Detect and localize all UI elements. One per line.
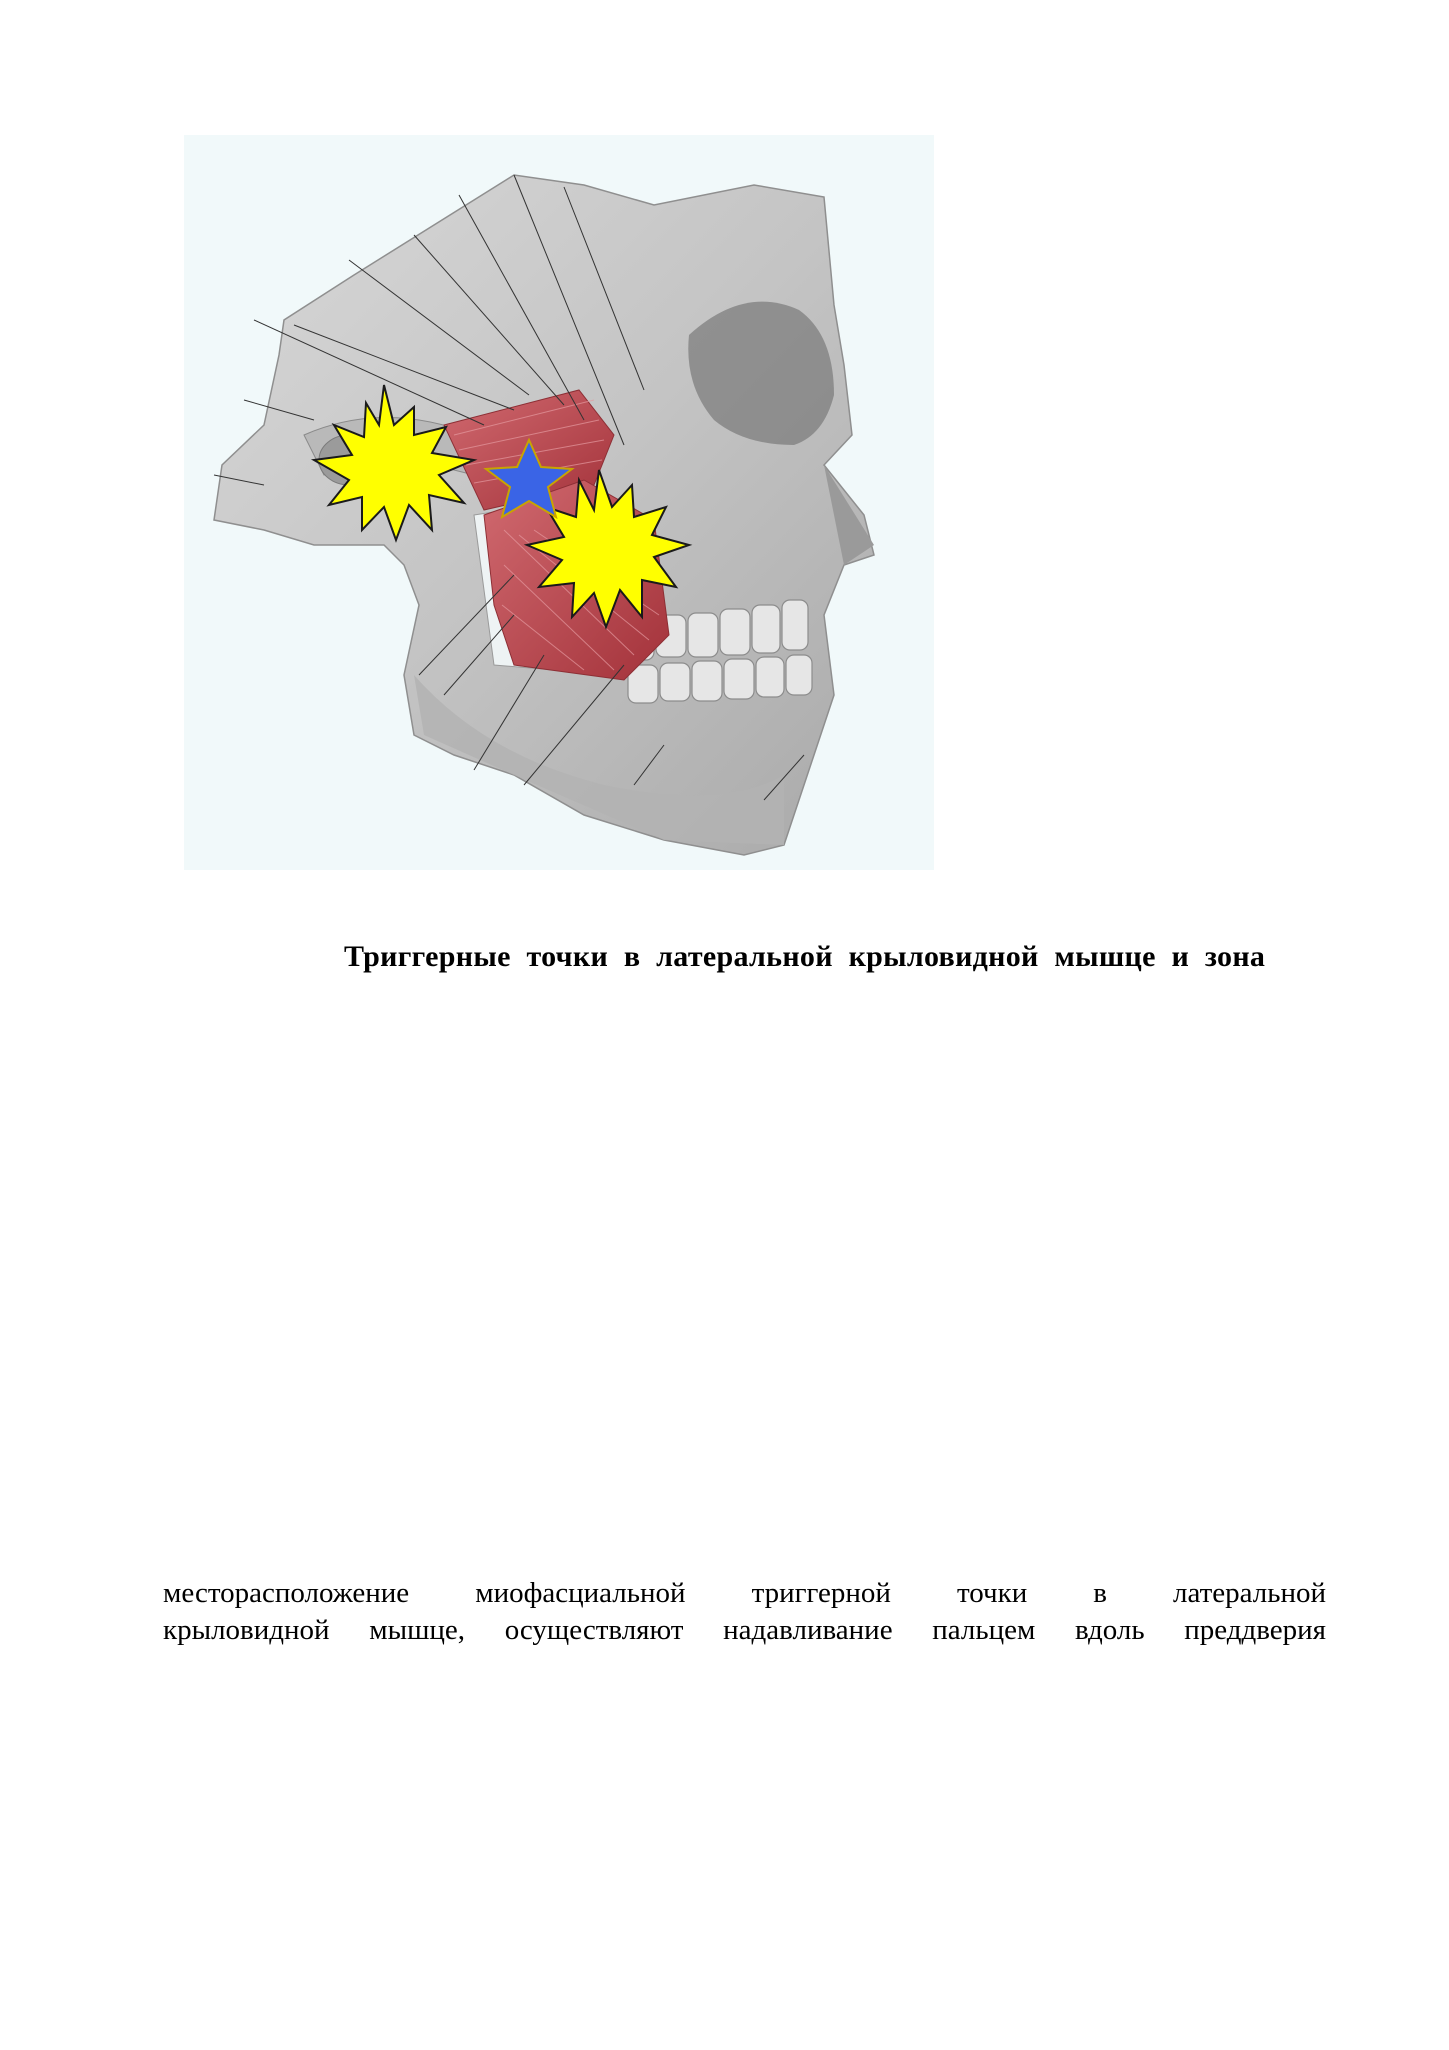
paragraph-line: месторасположение миофасциальной триггерной точки в латеральной bbox=[163, 1577, 1326, 1609]
body-paragraph bbox=[163, 1575, 1326, 1649]
skull-illustration bbox=[184, 135, 934, 870]
paragraph-line: крыловидной мышце, осуществляют надавливание пальцем вдоль преддверия bbox=[163, 1614, 1326, 1646]
anatomy-figure bbox=[184, 135, 934, 870]
figure-caption: Триггерные точки в латеральной крыловидной мышце и зона bbox=[344, 940, 1266, 973]
